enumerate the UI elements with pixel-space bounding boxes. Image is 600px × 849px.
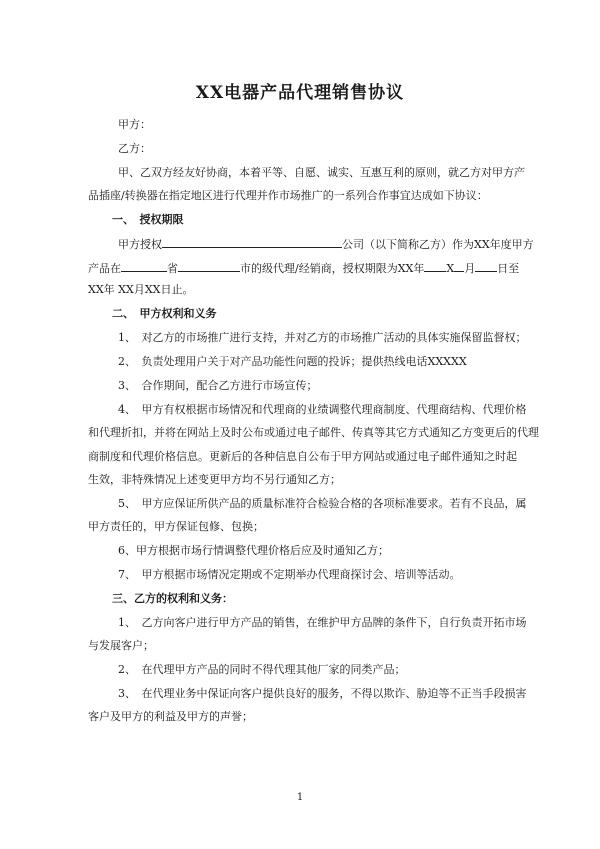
blank-company — [162, 236, 342, 248]
section-heading: 一、 授权期限 — [112, 213, 184, 226]
grant-text: 月 — [464, 262, 476, 275]
clause-line: 与发展客户； — [88, 639, 154, 652]
clause-line: 1、 对乙方的市场推广进行支持，并对乙方的市场推广活动的具体实施保留监督权； — [118, 331, 527, 344]
blank-month — [424, 260, 446, 272]
grant-text: 产品在 — [88, 262, 121, 275]
blank-day — [475, 260, 497, 272]
clause-line: 4、 甲方有权根据市场情况和代理商的业绩调整代理商制度、代理商结构、代理价格 — [118, 403, 527, 416]
clause-line: 7、 甲方根据市场情况定期或不定期举办代理商探讨会、培训等活动。 — [118, 568, 461, 581]
grant-text: 市的级代理/经销商，授权期限为XX年 — [240, 262, 425, 275]
clause-line: 1、 乙方向客户进行甲方产品的销售，在维护甲方品牌的条件下，自行负责开拓市场 — [118, 616, 527, 629]
clause-line: 商制度和代理价格信息。更新后的各种信息自公布于甲方网站或通过电子邮件通知之时起 — [88, 450, 517, 463]
grant-text: 公司（以下简称乙方）作为XX年度甲方 — [342, 238, 534, 251]
blank-province — [121, 260, 167, 272]
clause-line: 客户及甲方的利益及甲方的声誉； — [88, 710, 253, 723]
section-heading: 三、乙方的权利和义务： — [112, 592, 233, 605]
grant-line — [88, 260, 528, 276]
grant-text: 日至 — [497, 262, 520, 275]
document-title: XX电器产品代理销售协议 — [195, 83, 405, 103]
clause-line: 2、 负责处理用户关于对产品功能性问题的投诉；提供热线电话XXXXX — [118, 355, 467, 368]
blank-city — [178, 260, 240, 272]
clause-line: 6、甲方根据市场行情调整代理价格后应及时通知乙方； — [118, 544, 389, 557]
grant-text: 甲方授权 — [118, 238, 162, 251]
blank — [454, 260, 464, 272]
clause-line: 5、 甲方应保证所供产品的质量标准符合检验合格的各项标准要求。若有不良品，属 — [118, 497, 527, 510]
clause-line: 甲方责任的，甲方保证包修、包换； — [88, 520, 264, 533]
grant-text: X — [446, 262, 455, 275]
intro-line: 品插座/转换器在指定地区进行代理并作市场推广的一系列合作事宜达成如下协议： — [88, 189, 488, 202]
party-a-label: 甲方： — [118, 118, 151, 131]
intro-line: 甲、乙双方经友好协商，本着平等、自愿、诚实、互惠互利的原则，就乙方对甲方产 — [118, 166, 525, 179]
clause-line: 和代理折扣，并将在网站上及时公布或通过电子邮件、传真等其它方式通知乙方变更后的代理 — [88, 426, 539, 439]
grant-line — [118, 236, 534, 252]
clause-line: 生效，非特殊情况上述变更甲方均不另行通知乙方； — [88, 473, 341, 486]
grant-text: 省 — [167, 262, 178, 275]
section-heading: 二、 甲方权利和义务 — [112, 307, 217, 320]
clause-line: 3、 合作期间，配合乙方进行市场宣传； — [118, 379, 318, 392]
page-number: 1 — [296, 792, 304, 803]
party-b-label: 乙方： — [118, 142, 151, 155]
clause-line: 3、 在代理业务中保证向客户提供良好的服务，不得以欺诈、胁迫等不正当手段损害 — [118, 687, 527, 700]
grant-line: XX年 XX月XX日止。 — [88, 283, 194, 296]
clause-line: 2、 在代理甲方产品的同时不得代理其他厂家的同类产品； — [118, 663, 406, 676]
